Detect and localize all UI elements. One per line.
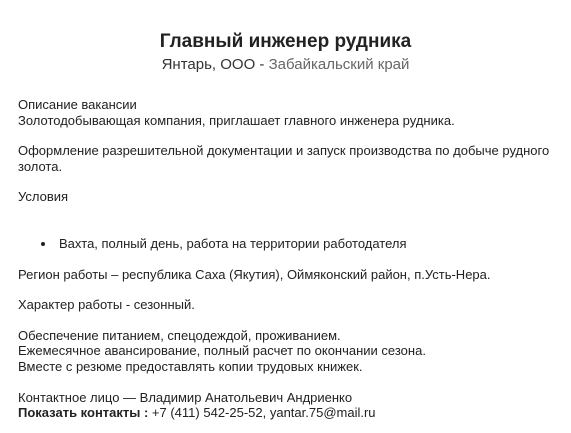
benefit-documents: Вместе с резюме предоставлять копии трудовых книжек.: [18, 358, 363, 374]
duties-text: Оформление разрешительной документации и запуск производства по добыче рудного золота.: [18, 143, 550, 174]
conditions-label: Условия: [18, 189, 69, 205]
conditions-list: [18, 236, 563, 252]
company-region: Забайкальский край: [268, 56, 410, 73]
work-region: Регион работы – республика Саха (Якутия), Оймяконский район, п.Усть-Нера.: [18, 266, 491, 282]
vacancy-header: [0, 30, 571, 75]
list-item: [18, 236, 563, 252]
benefit-payment: Ежемесячное авансирование, полный расчет по окончании сезона.: [18, 343, 426, 359]
description-label: Описание вакансии: [18, 97, 137, 112]
contacts-line: [18, 405, 563, 421]
benefit-food: Обеспечение питанием, спецодеждой, проживанием.: [18, 327, 341, 343]
vacancy-body: [18, 97, 563, 421]
company-line: [0, 55, 571, 75]
show-contacts-link[interactable]: Показать контакты :: [18, 405, 149, 421]
bullet-icon: [41, 242, 45, 246]
list-item-text: Вахта, полный день, работа на территории работодателя: [59, 235, 407, 251]
contacts-value: +7 (411) 542-25-52, yantar.75@mail.ru: [148, 405, 376, 421]
job-title: Главный инженер рудника: [159, 31, 412, 52]
contact-person: Контактное лицо — Владимир Анатольевич Андриенко: [18, 389, 353, 405]
work-character: Характер работы - сезонный.: [18, 297, 195, 313]
description-text: Золотодобывающая компания, приглашает главного инженера рудника.: [18, 112, 455, 128]
company-name: Янтарь, ООО: [161, 56, 256, 73]
separator: -: [255, 56, 269, 73]
